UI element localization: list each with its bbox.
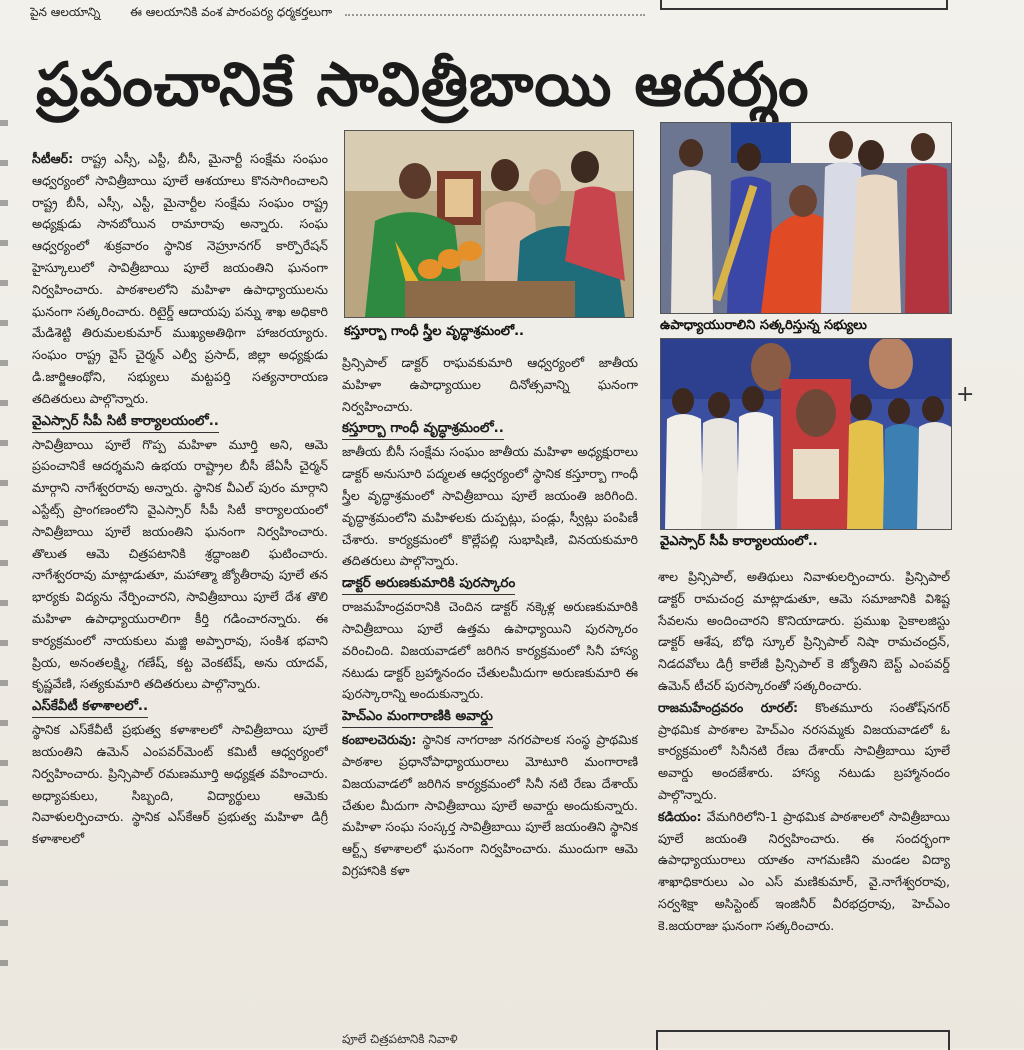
top-adjacent-box <box>660 0 948 10</box>
dateline: సీటీఆర్‌: <box>32 151 74 166</box>
dateline-rajamahendravaram-rural: రాజమహేంద్రవరం రూరల్‌: <box>658 699 799 715</box>
paragraph-text: రాష్ట్ర ఎస్సీ, ఎస్టీ, బీసీ, మైనార్టీ సంక్షేమ సంఘం ఆధ్వర్యంలో సావిత్రీబాయి పూలే ఆశయాలు కొనసాగించాలని రాష్ట్ర బీసీ, ఎస్సీ, ఎస్టీ, మైనార్టీల సంక్షేమ సంఘం రాష్ట్ర అధ్యక్షుడు సానబోయిన రామారావు అన్నారు. సంఘ ఆధ్వర్యంలో శుక్రవారం స్థానిక నెహ్రూనగర్‌ కార్పొరేషన్‌ హైస్కూలులో సావిత్రీబాయి పూలే జయంతిని ఘనంగా నిర్వహించారు. పాఠశాలలోని మహిళా ఉపాధ్యాయులను ఘనంగా సత్కరించారు. రిటైర్డ్‌ ఆదాయపు పన్ను శాఖ అధికారి మేడిశెట్టి తిరుమలకుమార్‌ ముఖ్యఅతిథిగా హాజరయ్యారు. సంఘం రాష్ట్ర వైస్‌ చైర్మన్‌ ఎల్వీ ప్రసాద్‌, జిల్లా అధ్యక్షుడు డి.జార్జిఆంథోని, సభ్యులు మట్టపర్తి సత్యనారాయణ తదితరులు పాల్గొన్నారు. <box>32 151 328 406</box>
paragraph-aruna-kumari-award: రాజమహేంద్రవరానికి చెందిన డాక్టర్‌ నక్కెళ్ల అరుణకుమారికి సావిత్రీబాయి పూలే ఉత్తమ ఉపాధ్యాయిని పురస్కారం వరించింది. విజయవాడలో జరిగిన కార్యక్రమంలో సినీ హాస్య నటుడు డాక్టర్‌ బ్రహ్మానందం చేతులమీదుగా అరుణకుమారి ఈ పురస్కారాన్ని అందుకున్నారు. <box>342 599 638 702</box>
top-strip <box>30 0 650 24</box>
subheading-ysrcp-office: వైఎస్సార్‌ సీపీ సిటీ కార్యాలయంలో.. <box>32 412 219 433</box>
photo-old-age-home-art <box>345 131 633 317</box>
subheading-aruna-kumari-award: డాక్టర్‌ అరుణకుమారికి పురస్కారం <box>342 574 515 595</box>
caption-photo-ysrcp-office: వైఎస్సార్‌ సీపీ కార్యాలయంలో.. <box>660 534 818 549</box>
photo-ysrcp-office-art <box>661 339 951 529</box>
article-column-2 <box>342 352 638 1024</box>
paragraph-principal: ప్రిన్సిపాల్‌ డాక్టర్‌ రాఘవకుమారి ఆధ్వర్యంలో జాతీయ మహిళా ఉపాధ్యాయుల దినోత్సవాన్ని ఘనంగా నిర్వహించారు. <box>342 355 638 414</box>
top-divider <box>345 14 645 16</box>
subheading-old-age-home: కస్తూర్బా గాంధీ వృద్ధాశ్రమంలో.. <box>342 419 504 440</box>
photo-old-age-home <box>344 130 634 318</box>
top-strip-left: పైన ఆలయాన్ని <box>30 5 101 19</box>
dateline-kadiyam: కడియం: <box>658 808 702 824</box>
bottom-adjacent-box <box>656 1030 950 1050</box>
paragraph-text: వేమగిరిలోని-1 ప్రాథమిక పాఠశాలలో సావిత్రీబాయి పూలే జయంతి నిర్వహించారు. ఈ సందర్భంగా ఉపాధ్యాయురాలు యాతం నాగమణిని మండల విద్యా శాఖాధికారులు ఎం ఎస్‌ మణికుమార్‌, వై.నాగేశ్వరరావు, సర్వశిక్షా అసిస్టెంట్‌ ఇంజినీర్‌ వీరభద్రరావు, హెచ్‌ఎం కె.జయరాజు ఘనంగా సత్కరించారు. <box>658 808 950 933</box>
paragraph-old-age-home: జాతీయ బీసీ సంక్షేమ సంఘం జాతీయ మహిళా అధ్యక్షురాలు డాక్టర్‌ అనుసూరి పద్మలత ఆధ్వర్యంలో స్థానిక కస్తూర్బా గాంధీ స్త్రీల వృద్ధాశ్రమంలో సావిత్రీబాయి పూలే జయంతి జరిగింది. వృద్ధాశ్రమంలోని మహిళలకు దుప్పట్లు, పండ్లు, స్వీట్లు పంపిణీ చేశారు. కార్యక్రమంలో కొల్లేపల్లి సుభాషిణి, వినయకుమారి తదితరులు పాల్గొన్నారు. <box>342 444 638 569</box>
paragraph-principal-ramachandra: శాల ప్రిన్సిపాల్‌, అతిథులు నివాళులర్పించారు. ప్రిన్సిపాల్‌ డాక్టర్‌ రామచంద్ర మాట్లాడుతూ, ఆమె సమాజానికి విశిష్ట సేవలను అందించారని కొనియాడారు. ప్రముఖ సైకాలజిస్టు డాక్టర్‌ ఆశేష, బోధి స్కూల్‌ ప్రిన్సిపాల్‌ నిషా రామచంద్రన్‌, నిడదవోలు డిగ్రీ కాలేజీ ప్రిన్సిపాల్‌ కె జ్యోతిని బెస్ట్‌ ఎంపవర్డ్‌ ఉమెన్‌ టీచర్‌ పురస్కారంతో సత్కరించారు. <box>658 569 950 693</box>
bottom-strip: పూలే చిత్రపటానికి నివాళి <box>342 1032 458 1046</box>
photo-teacher-felicitation <box>660 122 952 314</box>
article-column-3 <box>658 566 950 1018</box>
paragraph-intro <box>32 148 328 410</box>
paragraph-text: స్థానిక నాగరాజా నగరపాలక సంస్థ ప్రాథమిక పాఠశాల ప్రధానోపాధ్యాయురాలు మోటూరి మంగారాణి విజయవాడలో జరిగిన కార్యక్రమంలో సినీ నటి రేణు దేశాయ్‌ చేతుల మీదుగా సావిత్రీబాయి పూలే అవార్డు అందుకున్నారు. మహిళా సంఘ సంస్కర్త సావిత్రీబాయి పూలే జయంతిని స్థానిక ఆర్ట్స్‌ కళాశాలలో ఘనంగా నిర్వహించారు. ముందుగా ఆమె విగ్రహానికి కళా <box>342 732 638 878</box>
paragraph-skvt-college: స్థానిక ఎస్‌కేవీటీ ప్రభుత్వ కళాశాలలో సావిత్రీబాయి పూలే జయంతిని ఉమెన్‌ ఎంపవర్‌మెంట్‌ కమిటీ ఆధ్వర్యంలో నిర్వహించారు. ప్రిన్సిపాల్‌ రమణమూర్తి అధ్యక్షత వహించారు. అధ్యాపకులు, సిబ్బంది, విద్యార్థులు ఆమెకు నివాళులర్పించారు. స్థానిక ఎస్‌కేఆర్‌ ప్రభుత్వ మహిళా డిగ్రీ కళాశాలలో <box>32 722 328 847</box>
left-edge-fragment <box>0 120 8 1000</box>
paragraph-text: కొంతమూరు సంతోష్‌నగర్‌ ప్రాథమిక పాఠశాల హెచ్‌ఎం నరసమ్మకు విజయవాడలో ఓ కార్యక్రమంలో సినీనటి రేణు దేశాయ్‌ సావిత్రీబాయి పూలే అవార్డు అందజేశారు. హాస్య నటుడు బ్రహ్మానందం పాల్గొన్నారు. <box>658 699 950 802</box>
subheading-hm-mangarani-award: హెచ్‌ఎం మంగారాణికి అవార్డు <box>342 707 493 728</box>
paragraph-rural <box>658 697 950 806</box>
photo-ysrcp-office <box>660 338 952 530</box>
photo-teacher-felicitation-art <box>661 123 951 313</box>
dateline-kambalacheruvu: కంబాలచెరువు: <box>342 732 417 748</box>
article-headline: ప్రపంచానికే సావిత్రీబాయి ఆదర్శం <box>36 50 810 120</box>
paragraph-kadiyam <box>658 806 950 937</box>
paragraph-hm-mangarani-award <box>342 729 638 882</box>
top-strip-text: ఈ ఆలయానికి వంశ పారంపర్య ధర్మకర్తలుగా <box>129 5 333 19</box>
caption-photo-teacher-felicitation: ఉపాధ్యాయురాలిని సత్కరిస్తున్న సభ్యులు <box>660 318 867 333</box>
paragraph-ysrcp-office: సావిత్రీబాయి పూలే గొప్ప మహిళా మూర్తి అని, ఆమె ప్రపంచానికే ఆదర్శమని ఉభయ రాష్ట్రాల బీసీ జేఏసీ చైర్మన్‌ మార్గాని నాగేశ్వరరావు అన్నారు. స్థానిక వీఎల్‌ పురం మార్గాని ఎస్టేట్స్‌ ప్రాంగణంలోని వైఎస్సార్‌ సీపీ సిటీ కార్యాలయంలో సావిత్రీబాయి పూలే జయంతిని ఘనంగా నిర్వహించారు. తొలుత ఆమె చిత్రపటానికి శ్రద్ధాంజలి ఘటించారు. నాగేశ్వరరావు మాట్లాడుతూ, మహాత్మా జ్యోతీరావు పూలే తన భార్యకు విద్యను నేర్పించారని, సావిత్రీబాయి పూలే దేశ తొలి మహిళా ఉపాధ్యాయురాలిగా కీర్తి గడించారన్నారు. ఈ కార్యక్రమంలో నాయకులు మజ్జి అప్పారావు, సంకిశ భవాని ప్రియ, అనంతలక్ష్మి, గణేష్‌, కట్ట వెంకటేష్‌, అను యాదవ్‌, కృష్ణవేణి, సత్యకుమారి తదితరులు పాల్గొన్నారు. <box>32 436 328 692</box>
article-column-1 <box>32 148 328 1023</box>
caption-photo-old-age-home: కస్తూర్బా గాంధీ స్త్రీల వృద్ధాశ్రమంలో.. <box>344 324 524 339</box>
crosshair-mark-icon: + <box>956 382 975 407</box>
subheading-skvt-college: ఎస్‌కేవీటీ కళాశాలలో.. <box>32 697 148 718</box>
